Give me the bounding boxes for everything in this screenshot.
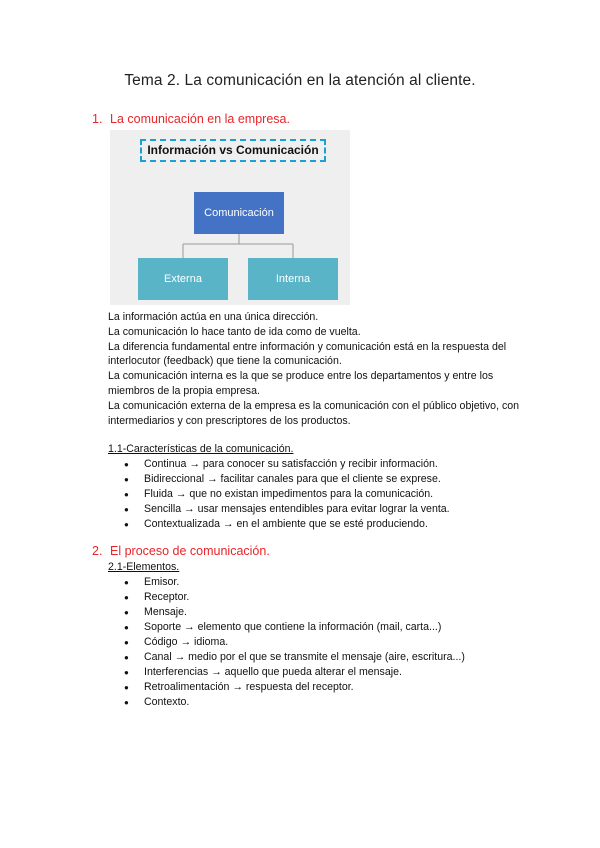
section-1-heading: [92, 112, 290, 126]
list-item: ● Receptor.: [118, 590, 465, 605]
section-2-number: 2.: [92, 544, 103, 558]
list-item: ● Bidireccional → facilitar canales para que el cliente se exprese.: [118, 472, 450, 487]
diagram-external-box: Externa: [138, 258, 228, 300]
characteristics-list: [118, 457, 450, 532]
section-1-heading-text: La comunicación en la empresa.: [110, 112, 290, 126]
list-item: ● Fluida → que no existan impedimentos para la comunicación.: [118, 487, 450, 502]
list-item: ● Código → idioma.: [118, 635, 465, 650]
diagram-root-box: Comunicación: [194, 192, 284, 234]
diagram-title: Información vs Comunicación: [140, 139, 326, 162]
section-1-number: 1.: [92, 112, 103, 126]
subsection-2-1-heading: 2.1-Elementos.: [108, 561, 180, 573]
list-item: ● Interferencias → aquello que pueda alterar el mensaje.: [118, 665, 465, 680]
section-2-heading-text: El proceso de comunicación.: [110, 544, 270, 558]
subsection-1-1-heading: 1.1-Características de la comunicación.: [108, 443, 294, 455]
list-item: ● Soporte → elemento que contiene la información (mail, carta...): [118, 620, 465, 635]
list-item: ● Mensaje.: [118, 605, 465, 620]
paragraph: La comunicación interna es la que se produce entre los departamentos y entre los miembros de la propia empresa.: [108, 370, 494, 397]
paragraph: La comunicación lo hace tanto de ida como de vuelta.: [108, 325, 361, 338]
page-title: Tema 2. La comunicación en la atención al cliente.: [124, 72, 476, 89]
paragraph: La información actúa en una única dirección.: [108, 311, 319, 323]
elements-list: [118, 575, 465, 710]
diagram-internal-box: Interna: [248, 258, 338, 300]
list-item: ● Canal → medio por el que se transmite el mensaje (aire, escritura...): [118, 650, 465, 665]
paragraph: La diferencia fundamental entre información y comunicación está en la respuesta del interlocutor (feedback) que tiene la comunicación.: [108, 340, 507, 368]
list-item: ● Sencilla → usar mensajes entendibles para evitar lograr la venta.: [118, 502, 450, 517]
list-item: ● Continua → para conocer su satisfacción y recibir información.: [118, 457, 450, 472]
list-item: ● Retroalimentación → respuesta del receptor.: [118, 680, 465, 695]
info-vs-communication-diagram: [110, 130, 350, 305]
section-1-body: [108, 310, 528, 428]
list-item: ● Contexto.: [118, 695, 465, 710]
paragraph: La comunicación externa de la empresa es la comunicación con el público objetivo, con intermediarios y con prescriptores de los productos.: [108, 399, 520, 427]
section-2-heading: [92, 544, 270, 558]
list-item: ● Emisor.: [118, 575, 465, 590]
list-item: ● Contextualizada → en el ambiente que se esté produciendo.: [118, 517, 450, 532]
